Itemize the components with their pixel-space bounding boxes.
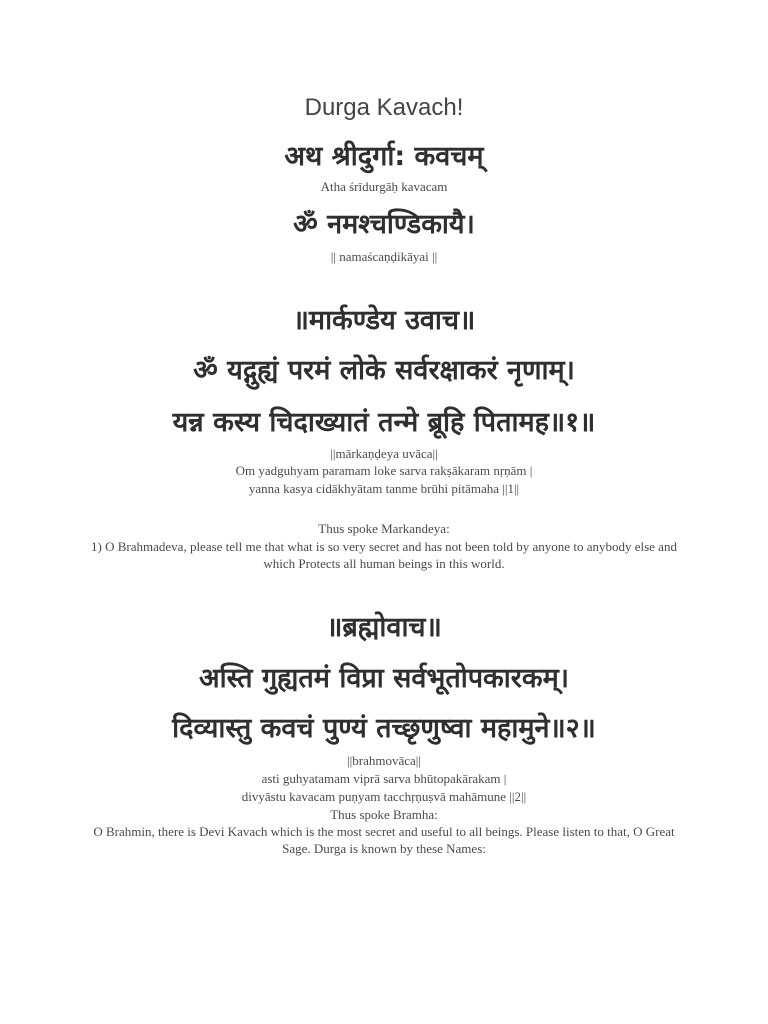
verse2-translation-intro: Thus spoke Bramha: — [330, 807, 438, 822]
verse2-line2-devanagari: दिव्यास्तु कवचं पुण्यं तच्छृणुष्वा महामुने॥२॥ — [172, 713, 596, 744]
verse1-translation-intro: Thus spoke Markandeya: — [318, 521, 450, 536]
verse1-speaker-transliteration: ||mārkaṇḍeya uvāca|| — [330, 446, 438, 461]
invocation-devanagari: ॐ नमश्चण्डिकायै। — [293, 209, 475, 240]
invocation-transliteration: || namaścaṇḍikāyai || — [330, 249, 438, 264]
verse2-line1-devanagari: अस्ति गुह्यतमं विप्रा सर्वभूतोपकारकम्। — [199, 663, 569, 694]
verse2-speaker-devanagari: ॥ब्रह्मोवाच॥ — [326, 612, 442, 643]
verse1-speaker-devanagari: ॥मार्कण्डेय उवाच॥ — [292, 305, 476, 336]
verse1-line1-devanagari: ॐ यद्गुह्यं परमं लोके सर्वरक्षाकरं नृणाम्। — [193, 355, 575, 386]
verse2-translation: O Brahmin, there is Devi Kavach which is the most secret and useful to all beings. Please listen to that, O Great Sage. Durga is known by these Names: — [93, 824, 675, 856]
verse2-line1-transliteration: asti guhyatamam viprā sarva bhūtopakārakam | — [261, 771, 507, 786]
heading-devanagari: अथ श्रीदुर्गा: कवचम् — [284, 141, 484, 172]
heading-transliteration: Atha śrīdurgāḥ kavacam — [320, 179, 448, 194]
verse1-translation: 1) O Brahmadeva, please tell me that what is so very secret and has not been told by anyone to anybody else and which Protects all human beings in this world. — [91, 539, 677, 571]
verse2-line2-transliteration: divyāstu kavacam puṇyam tacchṛṇuṣvā mahāmune ||2|| — [241, 789, 527, 804]
verse1-line2-devanagari: यन्न कस्य चिदाख्यातं तन्मे ब्रूहि पितामह॥१॥ — [172, 407, 596, 438]
document-title: Durga Kavach! — [304, 94, 464, 121]
verse1-line1-transliteration: Om yadguhyam paramam loke sarva rakṣākaram nṛṇām | — [235, 463, 533, 478]
verse2-speaker-transliteration: ||brahmovāca|| — [347, 753, 421, 768]
verse1-line2-transliteration: yanna kasya cidākhyātam tanme brūhi pitāmaha ||1|| — [248, 481, 520, 496]
